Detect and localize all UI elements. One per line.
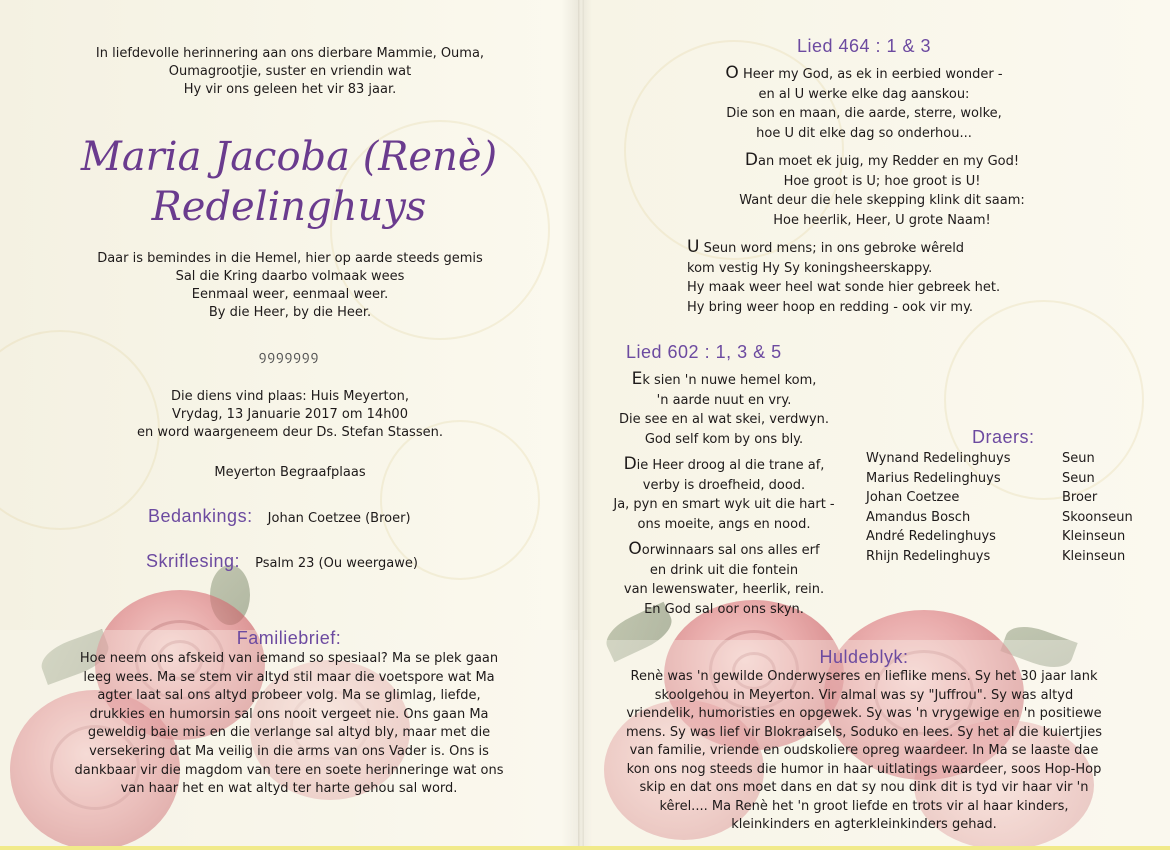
reading-label: Skriflesing: [146, 551, 241, 571]
tribute-text [584, 668, 1144, 835]
verse-line: Sal die Kring daarbo volmaak wees [175, 269, 405, 284]
hymn-line: 'n aarde nuut en vry. [656, 392, 792, 408]
reading-row [146, 551, 418, 573]
hymn2-title: Lied 602 : 1, 3 & 5 [626, 342, 782, 362]
hymn-line: en drink uit die fontein [649, 562, 799, 578]
tribute-line: mens. Sy was lief vir Blokraaisels, Soduko en lees. Sy het al die kuiertjies [625, 724, 1103, 740]
drop-letter: O [628, 539, 642, 559]
letter-line: geweldig baie mis en die verlange sal altyd bly, maar met die [87, 725, 491, 741]
tribute-line: skoolgehou in Meyerton. Vir almal was sy "Juffrou". Sy was altyd [654, 687, 1074, 703]
bearer-relation: Seun [1062, 451, 1095, 466]
hymn-line: Hoe groot is U; hoe groot is U! [783, 173, 981, 189]
tribute-heading: Huldeblyk: [819, 647, 909, 667]
deceased-name [0, 132, 578, 232]
hymn1-stanza-1 [584, 64, 1144, 143]
hymn-line: Hy maak weer heel wat sonde hier gebreek het. [687, 280, 1001, 295]
hymn-line: Seun word mens; in ons gebroke wêreld [699, 241, 965, 256]
tribute-line: vriendelik, humoristies en opgewek. Sy was 'n vrygewige en 'n positiewe [626, 706, 1102, 721]
verse-line: Daar is bemindes in die Hemel, hier op aarde steeds gemis [97, 251, 483, 266]
hymn-line: Ja, pyn en smart wyk uit die hart - [613, 497, 835, 512]
scan-edge [0, 846, 1170, 850]
thanks-label: Bedankings: [148, 506, 253, 526]
tribute-line: kon ons nog steeds die humor in haar uitlatings waardeer, soos Hop-Hop [626, 761, 1102, 777]
tribute-line: skip en dat ons moet dans en dat sy nou dink dit is tyd vir haar vir 'n [639, 780, 1089, 795]
cemetery: Meyerton Begraafplaas [214, 465, 366, 480]
hymn-line: en al U werke elke dag aanskou: [758, 86, 970, 102]
bearer-relation: Broer [1062, 490, 1098, 505]
tribute-line: kleinkinders en agterkleinkinders gehad. [731, 817, 997, 832]
hymn-line: van lewenswater, heerlik, rein. [623, 582, 825, 597]
left-page [0, 0, 578, 850]
bearer-relation: Seun [1062, 470, 1095, 486]
hymn-line: Want deur die hele skepping klink dit saam: [739, 193, 1025, 208]
bearer-relation: Kleinseun [1062, 548, 1126, 564]
hymn1-stanza-3 [584, 238, 1144, 317]
letter-line: drukkies en humorsin sal ons nooit vergeet nie. Ons gaan Ma [89, 706, 489, 722]
letter-line: versekering dat Ma veilig in die arms van ons Vader is. Ons is [89, 743, 489, 759]
hymn-line: orwinnaars sal ons alles erf [641, 543, 820, 558]
hymn2-stanza-3 [584, 540, 864, 619]
bearer-row [866, 449, 1166, 469]
hymn2-stanza-1 [584, 370, 864, 449]
bearer-row [866, 508, 1166, 528]
bearer-name: Wynand Redelinghuys [866, 451, 1011, 466]
hymn-line: Die son en maan, die aarde, sterre, wolke, [726, 106, 1002, 121]
right-page [584, 0, 1170, 850]
service-line: Vrydag, 13 Januarie 2017 om 14h00 [172, 407, 408, 422]
bearer-relation: Skoonseun [1062, 509, 1133, 525]
bearers-list [866, 449, 1166, 566]
service-details [20, 388, 560, 442]
intro-line: Oumagrootjie, suster en vriendin wat [168, 64, 412, 79]
service-line: en word waargeneem deur Ds. Stefan Stassen. [137, 425, 443, 440]
bearer-name: Rhijn Redelinghuys [866, 548, 991, 564]
verse-line: By die Heer, by die Heer. [208, 305, 372, 320]
bearer-name: Amandus Bosch [866, 509, 971, 525]
hymn-line: an moet ek juig, my Redder en my God! [758, 154, 1020, 169]
tribute-line: van familie, vriende en oudskoliere opreg waardeer. In Ma se laaste dae [629, 743, 1099, 758]
memorial-verse [20, 250, 560, 322]
name-line-1: Maria Jacoba (Renè) [80, 134, 498, 180]
verse-line: Eenmaal weer, eenmaal weer. [191, 287, 389, 302]
bearer-row [866, 527, 1166, 547]
intro-line: In liefdevolle herinnering aan ons dierbare Mammie, Ouma, [95, 46, 485, 61]
hymn-line: ons moeite, angs en nood. [637, 516, 811, 532]
drop-letter: E [631, 369, 643, 389]
drop-letter: U [687, 237, 700, 257]
hymn-line: Hy bring weer hoop en redding - ook vir my. [687, 299, 974, 315]
hymn-line: En God sal oor ons skyn. [644, 601, 804, 617]
intro-line: Hy vir ons geleen het vir 83 jaar. [183, 82, 397, 97]
drop-letter: O [725, 63, 739, 83]
bearer-row [866, 547, 1166, 567]
service-line: Die diens vind plaas: Huis Meyerton, [171, 389, 409, 404]
hymn2-stanza-2 [584, 455, 864, 534]
drop-letter: D [623, 454, 637, 474]
hymn-line: Die see en al wat skei, verdwyn. [618, 412, 830, 427]
bearer-name: Marius Redelinghuys [866, 470, 1001, 486]
hymn-line: God self kom by ons bly. [644, 431, 804, 447]
letter-heading: Familiebrief: [236, 628, 342, 648]
tribute-line: Renè was 'n gewilde Onderwyseres en lieflike mens. Sy het 30 jaar lank [630, 669, 1098, 684]
letter-line: agter laat sal ons altyd probeer volg. Ma se glimlag, liefde, [97, 688, 481, 704]
letter-line: van haar het en wat altyd ter harte gehou sal word. [120, 781, 458, 797]
hymn2-text [584, 370, 864, 619]
bearer-relation: Kleinseun [1062, 529, 1126, 544]
hymn-line: kom vestig Hy Sy koningsheerskappy. [687, 260, 933, 276]
tribute-line: kêrel.... Ma Renè het 'n groot liefde en trots vir al haar kinders, [659, 798, 1069, 814]
hymn-line: verby is droefheid, dood. [642, 477, 806, 493]
family-letter [10, 650, 568, 799]
reading-value: Psalm 23 (Ou weergawe) [255, 556, 418, 571]
hymn-line: k sien 'n nuwe hemel kom, [642, 373, 817, 388]
bearer-name: Johan Coetzee [866, 490, 960, 505]
drop-letter: D [744, 150, 758, 170]
letter-line: Hoe neem ons afskeid van iemand so spesiaal? Ma se plek gaan [79, 651, 499, 666]
hymn-line: Heer my God, as ek in eerbied wonder - [738, 67, 1003, 82]
letter-line: dankbaar vir die magdom van tere en soete herinneringe wat ons [74, 762, 504, 778]
hymn-line: hoe U dit elke dag so onderhou... [756, 125, 972, 141]
hymn1-stanza-2 [584, 151, 1144, 230]
bearer-row [866, 469, 1166, 489]
hymn-line: Hoe heerlik, Heer, U grote Naam! [773, 212, 991, 228]
thanks-value: Johan Coetzee (Broer) [267, 511, 411, 526]
bearer-row [866, 488, 1166, 508]
flourish-divider: ꝯꝯꝯꝯꝯꝯꝯ [258, 349, 320, 364]
hymn1-title: Lied 464 : 1 & 3 [796, 36, 932, 56]
thanks-row [148, 506, 411, 528]
intro-text [20, 45, 560, 99]
letter-line: leeg wees. Ma se stem vir altyd stil maar die voetspore wat Ma [83, 669, 495, 685]
bearers-heading: Draers: [972, 427, 1035, 447]
name-line-2: Redelinghuys [151, 184, 427, 230]
bearer-name: André Redelinghuys [866, 529, 996, 544]
hymn-line: ie Heer droog al die trane af, [636, 458, 825, 473]
hymn1-text [584, 64, 1144, 317]
